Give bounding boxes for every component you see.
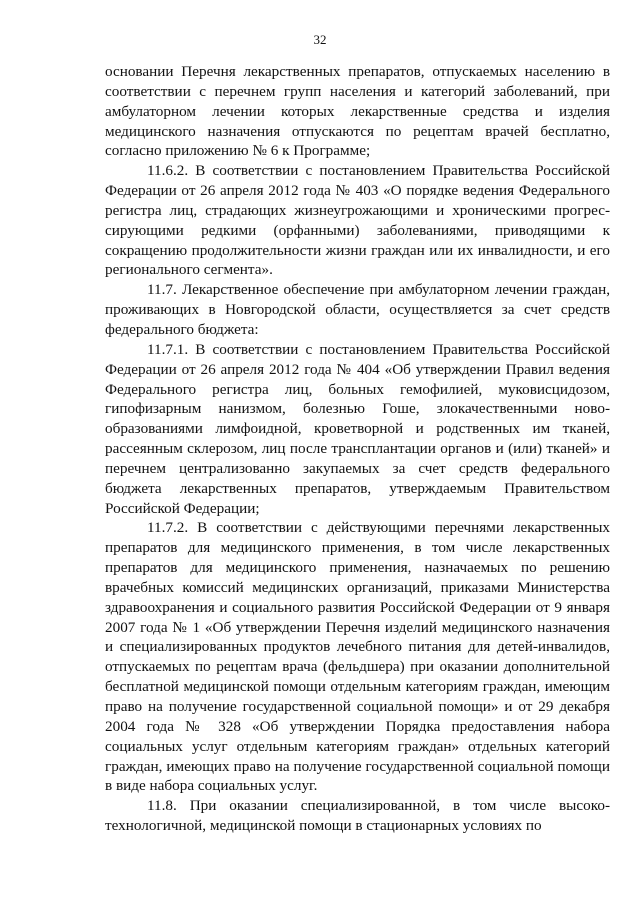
paragraph-11-7-2: 11.7.2. В соответствии с действующими перечнями лекарственных препаратов для медицинского применения, в том числе лекарственных препаратов для медицинского применения, назначаемых по решению врачебных комиссий медицинских организаций, приказами Министерства здравоохранения и социального развития Российской Федерации от 9 января 2007 года № 1 «Об утверждении Перечня изделий медицинского назначения и специализированных продуктов лечебного питания для детей-инвалидов, отпускаемых по рецептам врача (фельдшера) при оказании дополнительной бесплатной медицинской помощи отдельным категориям граждан, имеющим право на получение государственной социальной помощи» и от 29 декабря 2004 года № 328 «Об утверждении Порядка предоставления набора социальных услуг отдельным категориям граждан» отдельных категорий граждан, имеющих право на получение государственной социальной помощи в виде набора социальных услуг. bbox=[105, 519, 610, 795]
paragraph-11-7-1: 11.7.1. В соответствии с постановлением Правительства Российской Федерации от 26 апреля 2012 года № 404 «Об утверждении Правил ведения Федерального регистра лиц, больных гемофилией, муковисцидозом, гипофизарным нанизмом, болезнью Гоше, злокачественными новообразованиями лимфоидной, кроветворной и родственных им тканей, рассеянным склерозом, лиц после трансплантации органов и (или) тканей» и перечнем централизованно закупаемых за счет средств федерального бюджета лекарственных препаратов, утверждаемым Правительством Российской Федерации; bbox=[105, 340, 610, 517]
paragraph-continuation: основании Перечня лекарственных препаратов, отпускаемых населению в соответствии с перечнем групп населения и категорий заболеваний, при амбулаторном лечении которых лекарственные средства и изделия медицинского назначения отпускаются по рецептам врачей бесплатно, согласно приложению № 6 к Программе; bbox=[105, 63, 610, 160]
document-body bbox=[105, 62, 610, 836]
page-number: 32 bbox=[313, 32, 327, 47]
paragraph-11-7: 11.7. Лекарственное обеспечение при амбулаторном лечении граждан, проживающих в Новгородской области, осуществляется за счет средств федерального бюджета: bbox=[105, 281, 610, 338]
paragraph-11-6-2: 11.6.2. В соответствии с постановлением Правительства Российской Федерации от 26 апреля 2012 года № 403 «О порядке ведения Федерального регистра лиц, страдающих жизнеугрожающими и хроническими прогрессирующими редкими (орфанными) заболеваниями, приводящими к сокращению продолжительности жизни граждан или их инвалидности, и его регионального сегмента». bbox=[105, 162, 610, 279]
paragraph-11-8: 11.8. При оказании специализированной, в том числе высокотехнологичной, медицинской помощи в стационарных условиях по bbox=[105, 797, 610, 835]
